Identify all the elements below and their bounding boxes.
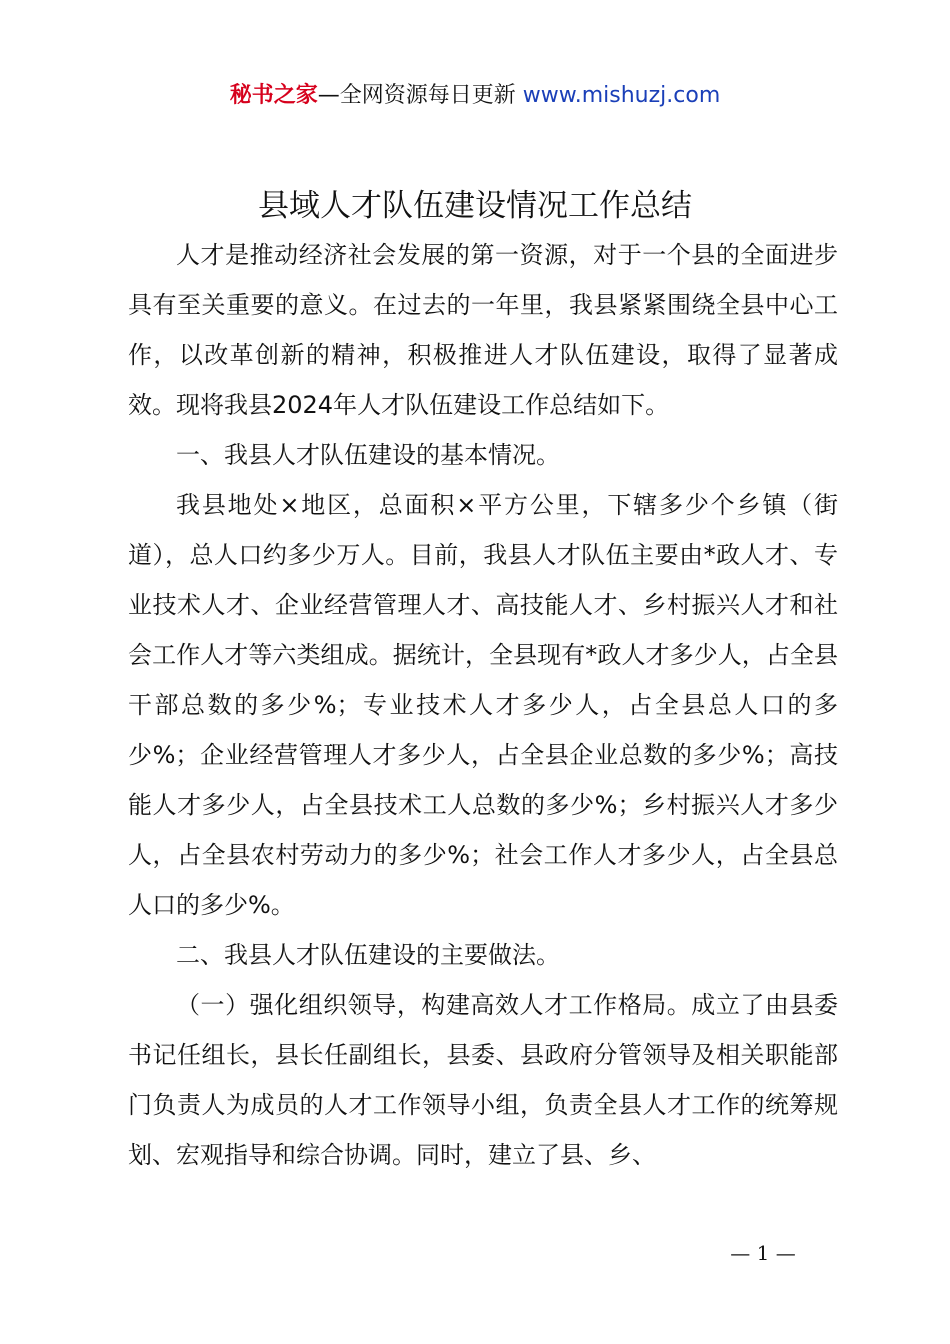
document-title: 县域人才队伍建设情况工作总结 <box>258 188 692 224</box>
site-header <box>0 80 950 112</box>
header-tagline: —全网资源每日更新 <box>317 83 523 108</box>
intro-paragraph: 人才是推动经济社会发展的第一资源，对于一个县的全面进步具有至关重要的意义。在过去的一年里，我县紧紧围绕全县中心工作，以改革创新的精神，积极推进人才队伍建设，取得了显著成效。现将我县2024年人才队伍建设工作总结如下。 <box>128 241 838 419</box>
page-number: — 1 — <box>730 1241 796 1265</box>
section-heading-basic-situation: 一、我县人才队伍建设的基本情况。 <box>176 441 560 469</box>
document-body <box>128 230 838 1180</box>
section-heading-main-practices: 二、我县人才队伍建设的主要做法。 <box>176 941 560 969</box>
brand-name: 秘书之家 <box>229 83 318 108</box>
site-url-link[interactable]: www.mishuzj.com <box>522 83 721 108</box>
practice-one-paragraph: （一）强化组织领导，构建高效人才工作格局。成立了由县委书记任组长，县长任副组长，县委、县政府分管领导及相关职能部门负责人为成员的人才工作领导小组，负责全县人才工作的统筹规划、宏观指导和综合协调。同时，建立了县、乡、 <box>128 991 838 1169</box>
basic-situation-paragraph: 我县地处×地区，总面积×平方公里，下辖多少个乡镇（街道），总人口约多少万人。目前，我县人才队伍主要由*政人才、专业技术人才、企业经营管理人才、高技能人才、乡村振兴人才和社会工作人才等六类组成。据统计，全县现有*政人才多少人，占全县干部总数的多少%；专业技术人才多少人，占全县总人口的多少%；企业经营管理人才多少人，占全县企业总数的多少%；高技能人才多少人，占全县技术工人总数的多少%；乡村振兴人才多少人，占全县农村劳动力的多少%；社会工作人才多少人，占全县总人口的多少%。 <box>128 491 838 919</box>
